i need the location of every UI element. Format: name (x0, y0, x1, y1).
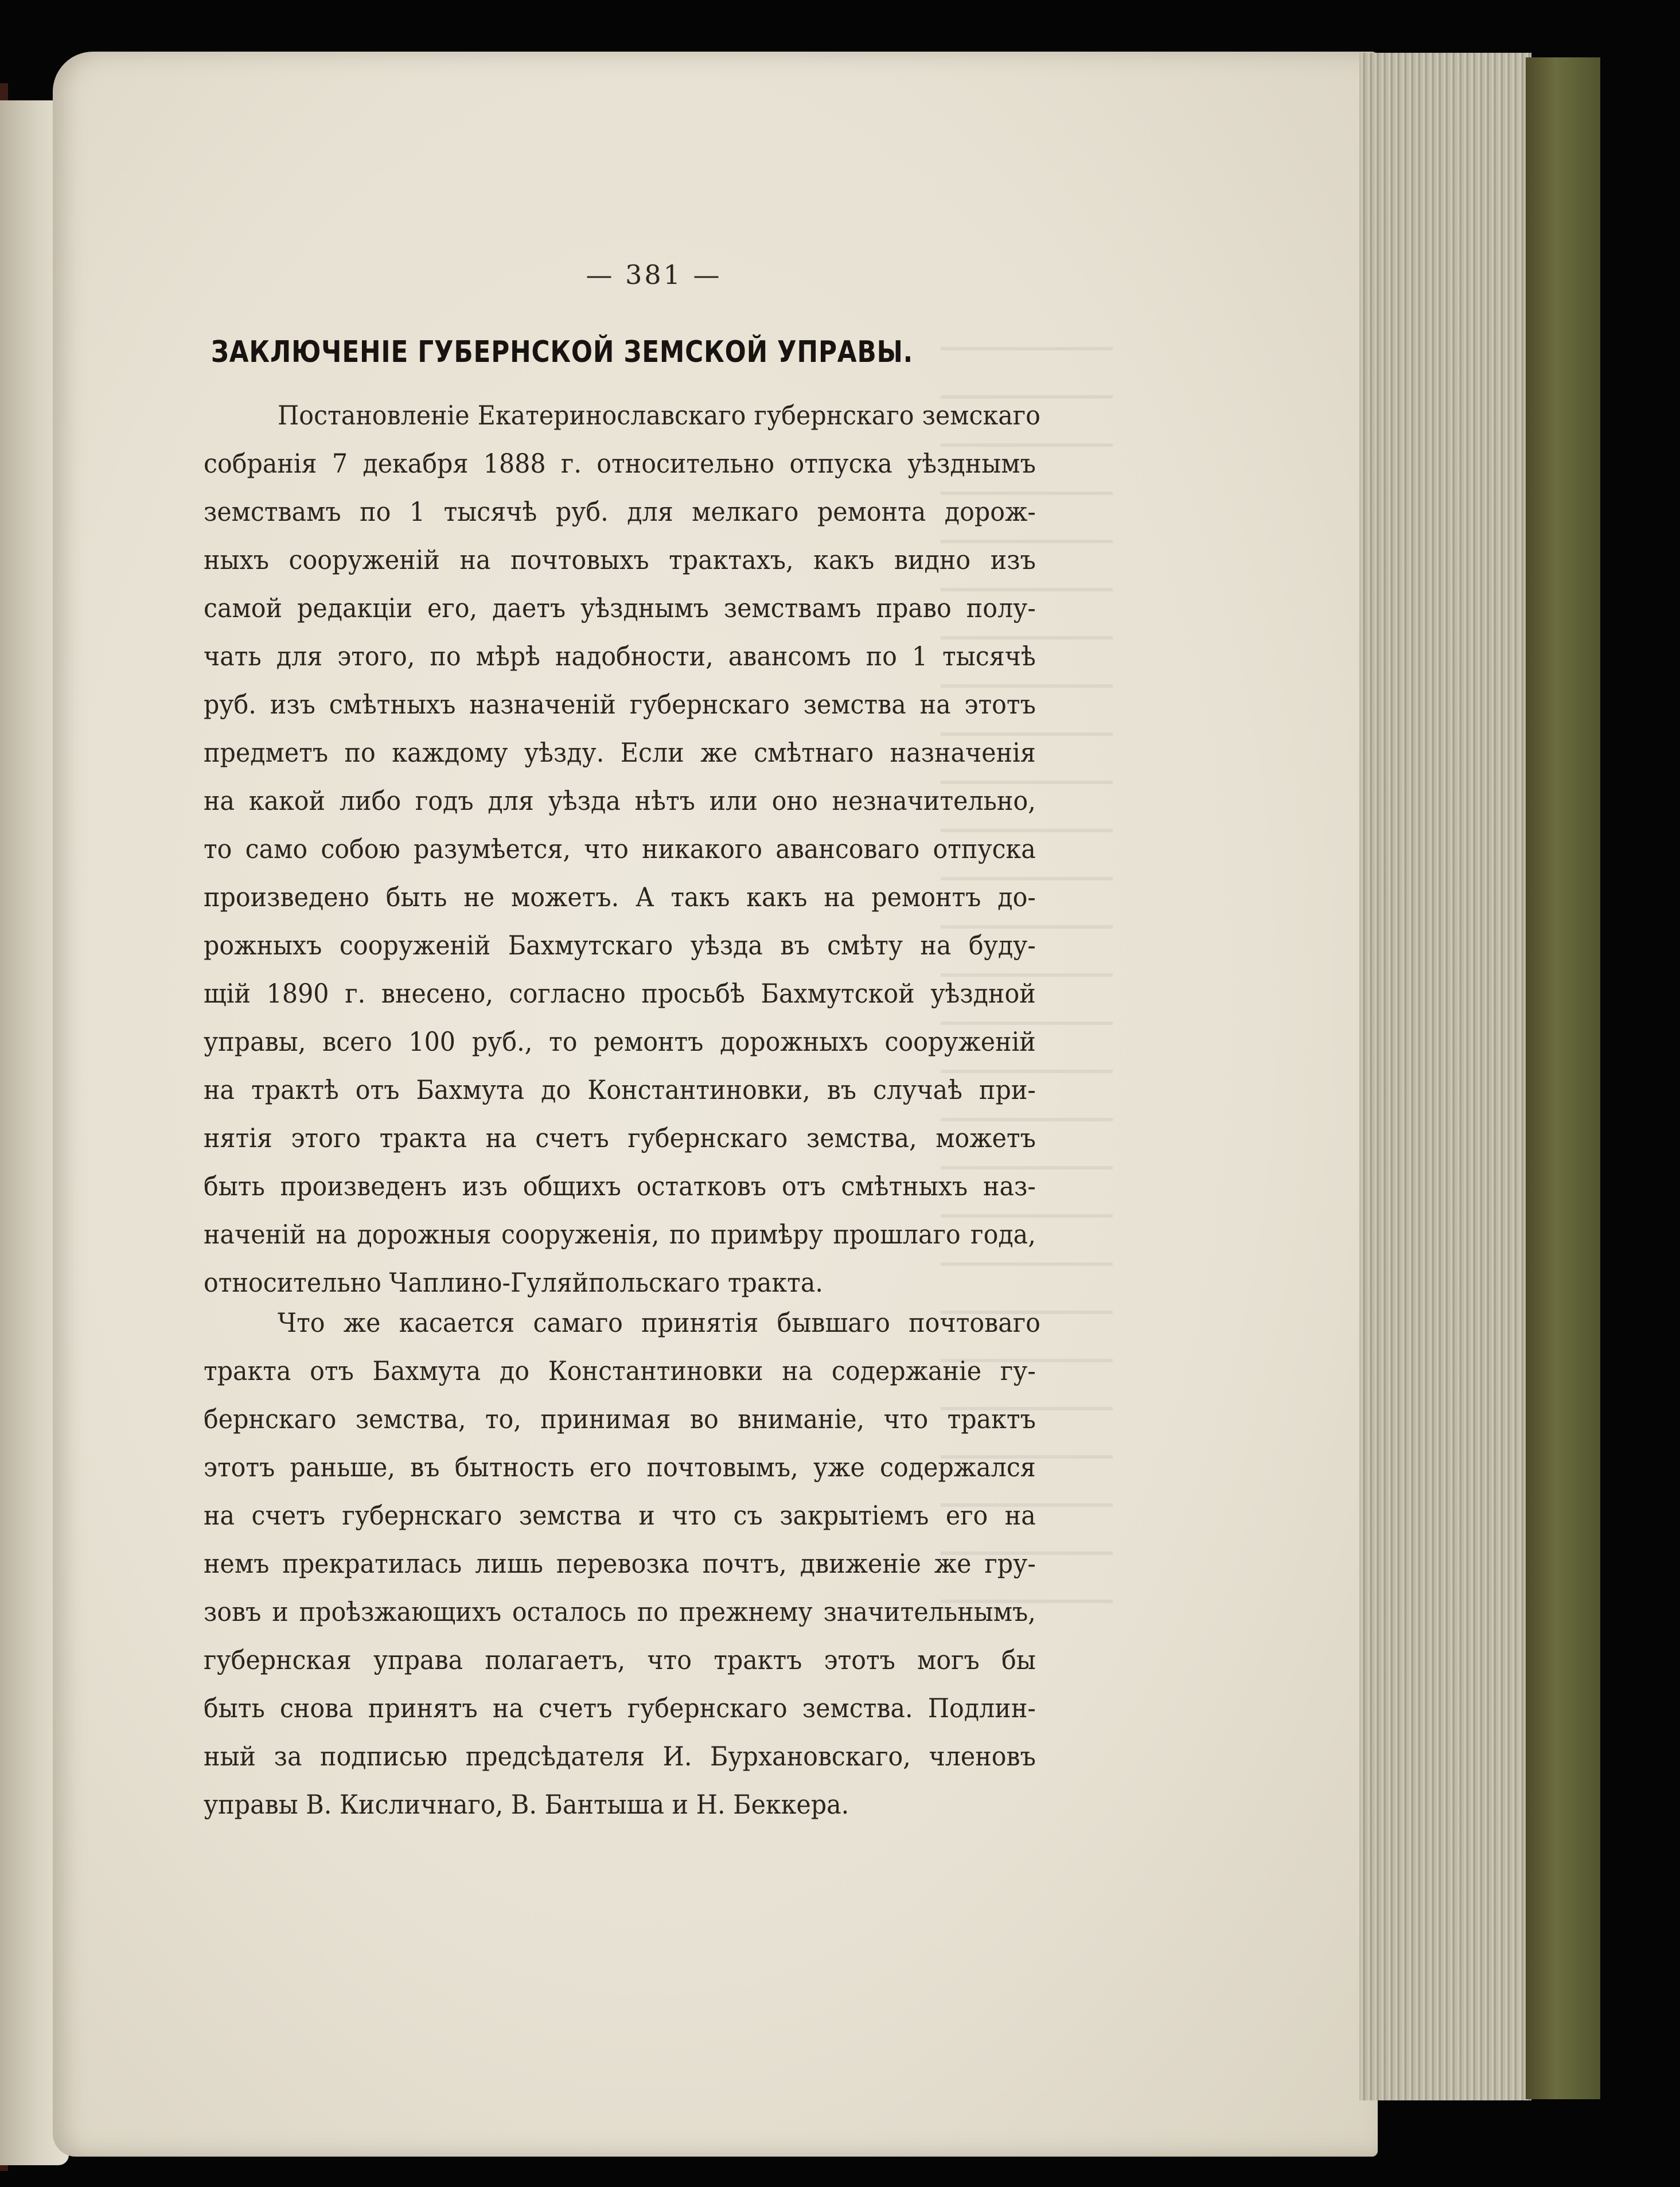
text-line: предметъ по каждому уѣзду. Если же смѣтнаго назначенія (204, 737, 1036, 768)
text-line: ныхъ сооруженій на почтовыхъ трактахъ, какъ видно изъ (204, 544, 1036, 575)
text-line: ный за подписью предсѣдателя И. Бурхановскаго, членовъ (204, 1741, 1036, 1772)
text-line: этотъ раньше, въ бытность его почтовымъ, уже содержался (204, 1452, 1036, 1483)
section-heading: ЗАКЛЮЧЕНІЕ ГУБЕРНСКОЙ ЗЕМСКОЙ УПРАВЫ. (211, 335, 914, 369)
text-line: на счетъ губернскаго земства и что съ закрытіемъ его на (204, 1500, 1036, 1531)
page-stack-edge (1359, 53, 1531, 2100)
text-line: рожныхъ сооруженій Бахмутскаго уѣзда въ смѣту на буду- (204, 930, 1036, 961)
page-number: — 381 — (586, 259, 722, 290)
text-line: собранія 7 декабря 1888 г. относительно отпуска уѣзднымъ (204, 448, 1036, 479)
text-line: управы, всего 100 руб., то ремонтъ дорожныхъ сооруженій (204, 1026, 1036, 1057)
text-line: губернская управа полагаетъ, что трактъ этотъ могъ бы (204, 1644, 1036, 1675)
text-line: немъ прекратилась лишь перевозка почтъ, движеніе же гру- (204, 1548, 1036, 1579)
text-line: наченій на дорожныя сооруженія, по примѣру прошлаго года, (204, 1219, 1036, 1250)
text-line: на какой либо годъ для уѣзда нѣтъ или оно незначительно, (204, 785, 1036, 816)
text-line: то само собою разумѣется, что никакого авансоваго отпуска (204, 833, 1036, 864)
text-line: самой редакціи его, даетъ уѣзднымъ земствамъ право полу- (204, 592, 1036, 623)
text-line: нятія этого тракта на счетъ губернскаго земства, можетъ (204, 1122, 1036, 1153)
text-line: Постановленіе Екатеринославскаго губернскаго земскаго (278, 400, 1040, 431)
text-line: руб. изъ смѣтныхъ назначеній губернскаго земства на этотъ (204, 689, 1036, 720)
text-line: управы В. Кисличнаго, В. Бантыша и Н. Беккера. (204, 1789, 849, 1820)
text-line: быть произведенъ изъ общихъ остатковъ отъ смѣтныхъ наз- (204, 1171, 1036, 1202)
text-line: зовъ и проѣзжающихъ осталось по прежнему значительнымъ, (204, 1596, 1036, 1627)
text-line: относительно Чаплино-Гуляйпольскаго тракта. (204, 1267, 823, 1298)
text-line: земствамъ по 1 тысячѣ руб. для мелкаго ремонта дорож- (204, 496, 1036, 527)
book-cover-edge (1526, 57, 1600, 2099)
text-line: тракта отъ Бахмута до Константиновки на содержаніе гу- (204, 1355, 1036, 1386)
text-line: на трактѣ отъ Бахмута до Константиновки, въ случаѣ при- (204, 1074, 1036, 1105)
text-line: щій 1890 г. внесено, согласно просьбѣ Бахмутской уѣздной (204, 978, 1036, 1009)
text-line: произведено быть не можетъ. А такъ какъ на ремонтъ до- (204, 882, 1036, 913)
text-line: быть снова принятъ на счетъ губернскаго земства. Подлин- (204, 1693, 1036, 1724)
text-line: чать для этого, по мѣрѣ надобности, авансомъ по 1 тысячѣ (204, 641, 1036, 672)
text-line: Что же касается самаго принятія бывшаго почтоваго (278, 1307, 1040, 1338)
text-line: бернскаго земства, то, принимая во вниманіе, что трактъ (204, 1404, 1036, 1434)
